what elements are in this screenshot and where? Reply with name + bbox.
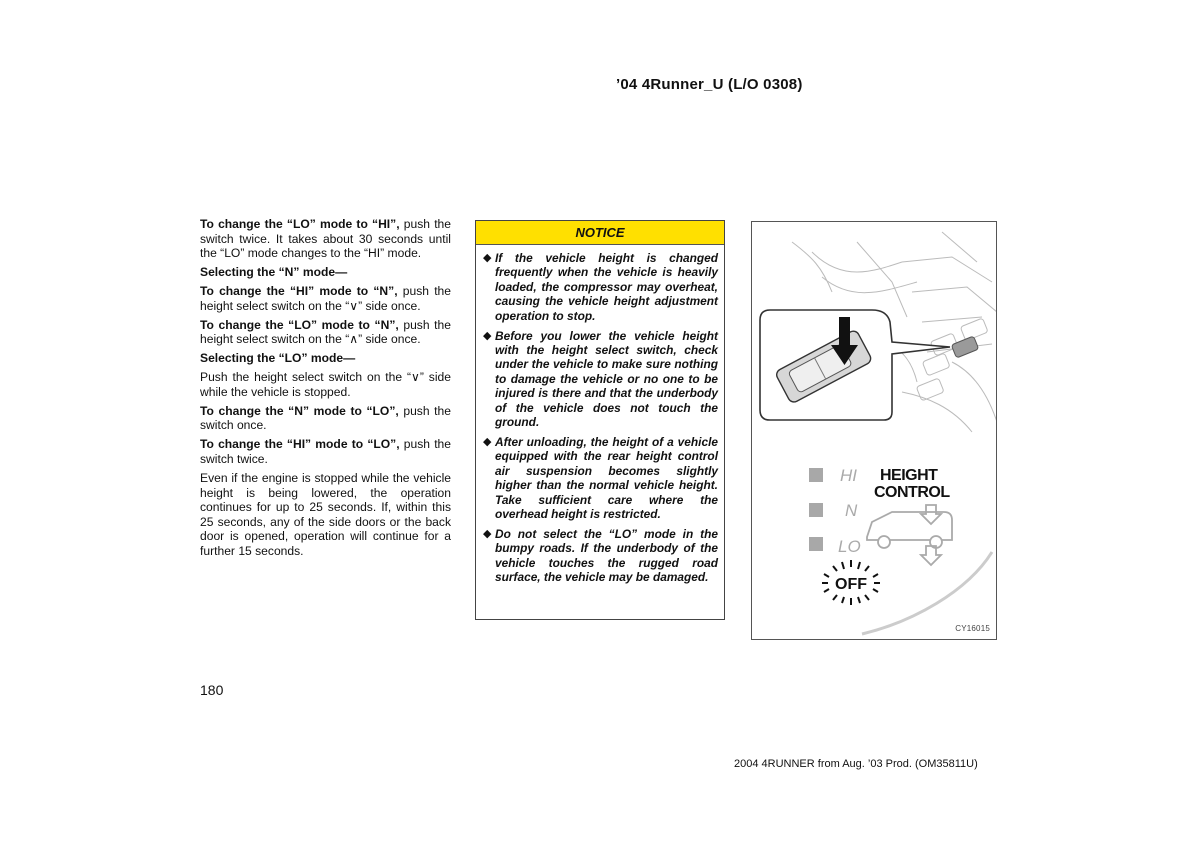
- diamond-bullet-icon: ◆: [483, 527, 492, 540]
- instruction-paragraph: Push the height select switch on the “∨” side while the vehicle is stopped.: [200, 370, 451, 399]
- page-footer: 2004 4RUNNER from Aug. ’03 Prod. (OM35811U): [734, 758, 978, 770]
- lower-arrow-icon: [921, 546, 941, 565]
- section-heading-lo-mode: Selecting the “LO” mode—: [200, 351, 356, 366]
- height-control-illustration: [751, 221, 997, 640]
- notice-title: NOTICE: [476, 221, 724, 245]
- instruction-paragraph: Even if the engine is stopped while the vehicle height is being lowered, the operation continues for up to 25 seconds. If, within this 25 seconds, any of the side doors or the back door is opened, operation will continue for a further 15 seconds.: [200, 471, 451, 558]
- n-indicator-lamp: [809, 503, 823, 517]
- instruction-paragraph: To change the “LO” mode to “N”, push the height select switch on the “∧” side once.: [200, 317, 451, 347]
- notice-item: ◆ Before you lower the vehicle height with the height select switch, check under the vehicle to make sure nothing to damage the vehicle or no one to be injured is there and that the underbody of the vehicle does not touch the ground.: [483, 328, 718, 429]
- off-indicator-label: OFF: [835, 576, 867, 593]
- diamond-bullet-icon: ◆: [483, 252, 492, 264]
- instructions-column: [200, 217, 451, 559]
- figure-code: CY16015: [955, 624, 990, 633]
- section-heading-n-mode: Selecting the “N” mode—: [200, 265, 348, 280]
- page-header-title: ’04 4Runner_U (L/O 0308): [616, 76, 803, 93]
- notice-list: [476, 245, 724, 584]
- diamond-bullet-icon: ◆: [483, 329, 492, 342]
- instruction-paragraph: To change the “N” mode to “LO”, push the switch once.: [200, 403, 451, 433]
- lo-indicator-lamp: [809, 537, 823, 551]
- height-control-title-line1: HEIGHT: [880, 467, 938, 484]
- notice-item: ◆ After unloading, the height of a vehicle equipped with the rear height control air suspension becomes slightly higher than the normal vehicle height. Take sufficient care where the overhead height is restricted.: [483, 434, 718, 521]
- hi-indicator-lamp: [809, 468, 823, 482]
- instruction-paragraph: To change the “HI” mode to “LO”, push the switch twice.: [200, 437, 452, 467]
- instruction-paragraph: To change the “LO” mode to “HI”, push the switch twice. It takes about 30 seconds until the “LO” mode changes to the “HI” mode.: [200, 217, 452, 261]
- notice-item: ◆ If the vehicle height is changed frequently when the vehicle is heavily loaded, the compressor may overheat, causing the vehicle height adjustment operation to stop.: [483, 251, 718, 323]
- raise-arrow-icon: [921, 505, 941, 524]
- vehicle-silhouette-icon: [867, 512, 952, 548]
- notice-item: ◆ Do not select the “LO” mode in the bumpy roads. If the underbody of the vehicle touches the rugged road surface, the vehicle may be damaged.: [483, 526, 718, 585]
- panel-edge-curve: [862, 552, 992, 634]
- height-control-title-line2: CONTROL: [874, 484, 950, 501]
- page-number: 180: [200, 682, 224, 698]
- instruction-paragraph: To change the “HI” mode to “N”, push the height select switch on the “∨” side once.: [200, 284, 452, 313]
- height-control-drawing: [752, 222, 997, 640]
- hi-indicator-label: HI: [840, 466, 857, 485]
- n-indicator-label: N: [845, 501, 858, 520]
- diamond-bullet-icon: ◆: [483, 435, 492, 448]
- lo-indicator-label: LO: [838, 537, 861, 556]
- notice-box: [475, 220, 725, 620]
